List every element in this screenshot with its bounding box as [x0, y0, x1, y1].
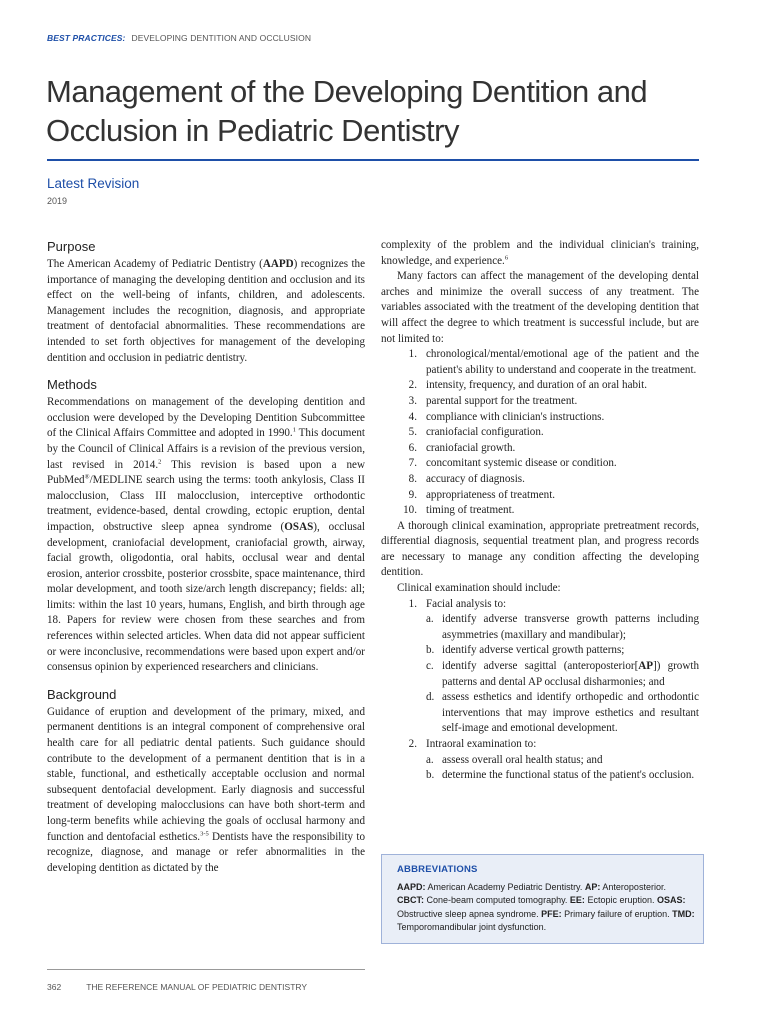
citation-1: 1	[292, 426, 296, 434]
sub-item	[426, 643, 699, 659]
running-header	[47, 33, 311, 43]
continued-paragraph	[381, 238, 699, 269]
sub-item	[426, 753, 699, 769]
left-column	[47, 238, 365, 876]
methods-text-2: This document by the Council of Clinical Affairs is a revision of the previous version, last revised in 2014.	[47, 427, 365, 471]
abbr-term: OSAS:	[656, 895, 686, 905]
list-text: appropriateness of treatment.	[426, 488, 556, 501]
list-text: timing of treatment.	[426, 504, 515, 517]
sub-letter: b.	[426, 769, 435, 782]
sub-letter: b.	[426, 644, 435, 657]
sub-letter: d.	[426, 691, 435, 704]
abbr-definition: Obstructive sleep apnea syndrome.	[397, 908, 542, 919]
background-text-2: Dentists have the responsibility to recognize, diagnose, and manage or refer abnormalities in the developing dentition as dictated by the	[47, 830, 365, 874]
page-footer	[47, 982, 307, 992]
factors-list	[381, 347, 699, 519]
abbr-term: TMD:	[672, 908, 695, 919]
sub-item	[426, 690, 699, 737]
abbr-definition: Ectopic eruption.	[584, 895, 657, 905]
list-number: 2.	[408, 379, 417, 392]
list-text: concomitant systemic disease or condition.	[426, 457, 617, 470]
exam-item-facial	[381, 597, 699, 737]
list-number: 8.	[408, 472, 417, 485]
abbreviations-text	[397, 881, 695, 935]
sub-letter: a.	[426, 613, 434, 626]
list-text: accuracy of diagnosis.	[426, 472, 525, 485]
list-text: chronological/mental/emotional age of the patient and the patient's ability to understand and cooperate in the treatment.	[426, 348, 699, 376]
sub-text: assess overall oral health status; and	[442, 753, 603, 766]
purpose-text-2: ) recognizes the importance of managing the developing dentition and occlusion and its effect on the well-being of infants, children, and adolescents. Management includes the recognition, diagnosis, and appropriate treatment of dentofacial abnormalities. These recommendations are intended to set forth objectives for management of the developing dentition and occlusion in pediatric dentistry.	[47, 258, 365, 364]
exam-item-label: Facial analysis to:	[426, 597, 507, 610]
revision-year: 2019	[47, 196, 68, 206]
sub-text: identify adverse transverse growth patterns including asymmetries (maxillary and mandibular);	[442, 613, 699, 641]
sub-letter: a.	[426, 753, 434, 766]
exam-list	[381, 597, 699, 784]
methods-paragraph	[47, 395, 365, 676]
exam-item-intraoral	[381, 737, 699, 784]
list-number: 3.	[408, 394, 417, 407]
page-title: Management of the Developing Dentition and Occlusion in Pediatric Dentistry	[46, 74, 648, 148]
list-item	[381, 503, 699, 519]
purpose-text-1: The American Academy of Pediatric Dentistry (	[47, 258, 263, 270]
methods-text-5: ), occlusal development, craniofacial development, craniofacial growth, airway, facial growth, oligodontia, oral habits, occlusal wear and dental erosion, anterior crossbite, posterior crossbite, space maintenance, third molar development, and tooth size/arch length discrepancy; fields: all; limits: within the last 10 years, humans, English, and birth through age 18. Papers for review were chosen from these searches and from references within selected articles. When data did not appear sufficient or were inconclusive, recommendations were based upon expert and/or consensus opinion by experienced researchers and clinicians.	[47, 520, 366, 674]
list-number: 10.	[403, 504, 417, 517]
sub-item	[426, 612, 699, 643]
abbr-term: EE:	[569, 895, 585, 905]
revision-title: Latest Revision	[47, 176, 140, 191]
list-item	[381, 441, 699, 457]
list-item	[381, 488, 699, 504]
exam-item-label: Intraoral examination to:	[426, 738, 537, 750]
list-item	[381, 394, 699, 410]
sub-item	[426, 768, 699, 784]
abbr-term: PFE:	[541, 908, 562, 919]
background-heading: Background	[47, 686, 117, 702]
exam-paragraph: A thorough clinical examination, appropriate pretreatment records, differential diagnosis, sequential treatment plan, and progress records are necessary to manage any condition affecting the developing dentition.	[381, 519, 699, 579]
intraoral-sublist	[426, 753, 699, 784]
registered-mark: ®	[84, 473, 90, 481]
list-text: intensity, frequency, and duration of an oral habit.	[426, 379, 647, 392]
methods-heading: Methods	[47, 377, 97, 393]
list-item	[381, 472, 699, 488]
list-number: 2.	[408, 738, 417, 750]
list-number: 5.	[408, 426, 417, 439]
list-item	[381, 410, 699, 426]
citation-6: 6	[504, 253, 509, 261]
sub-text: identify adverse sagittal (anteroposterior[	[442, 660, 639, 673]
purpose-abbr: AAPD	[262, 258, 294, 270]
facial-sublist	[426, 612, 699, 737]
exam-intro: Clinical examination should include:	[397, 582, 561, 595]
abbr-definition: Anteroposterior.	[600, 881, 666, 892]
list-item	[381, 456, 699, 472]
list-item	[381, 425, 699, 441]
methods-text-3: This revision is based upon a new PubMed	[47, 458, 365, 487]
right-column	[381, 238, 699, 784]
abbr-definition: Primary failure of eruption.	[561, 908, 673, 919]
page-number: 362	[47, 982, 62, 992]
list-text: parental support for the treatment.	[426, 394, 578, 407]
methods-text-4: /MEDLINE search using the terms: tooth ankylosis, Class II malocclusion, Class III malocclusion, interceptive orthodontic treatment, evidence-based, dental crowding, ectopic eruption, dental impaction, obstructive sleep apnea syndrome (	[47, 474, 365, 533]
abbr-term: AP:	[584, 881, 601, 892]
header-topic: DEVELOPING DENTITION AND OCCLUSION	[131, 33, 312, 43]
list-text: compliance with clinician's instructions.	[426, 410, 605, 423]
list-item	[381, 347, 699, 378]
abbreviations-box	[381, 854, 704, 944]
methods-abbr: OSAS	[284, 520, 314, 533]
sub-text: identify adverse vertical growth patterns;	[442, 644, 625, 657]
ap-abbr: AP	[638, 660, 654, 673]
sub-text: determine the functional status of the patient's occlusion.	[442, 769, 695, 782]
list-number: 1.	[408, 348, 417, 361]
footer-rule	[47, 969, 365, 970]
title-rule	[47, 159, 699, 161]
list-number: 7.	[408, 457, 417, 470]
citation-2: 2	[158, 457, 162, 465]
list-number: 6.	[408, 441, 417, 454]
background-paragraph	[47, 705, 365, 877]
background-text-1: Guidance of eruption and development of the primary, mixed, and permanent dentitions is an integral component of comprehensive oral health care for all pediatric dental patients. Such guidance should contribute to the development of a permanent dentition that is in a stable, functional, and esthetically acceptable occlusion and normal subsequent dentofacial development. Early diagnosis and successful treatment of developing malocclusions can have both short-term and long-term benefits while achieving the goals of occlusal harmony and function and dentofacial esthetics.	[47, 705, 365, 843]
list-number: 4.	[408, 410, 417, 423]
list-text: craniofacial growth.	[426, 441, 516, 454]
abbr-definition: Cone-beam computed tomography.	[424, 895, 570, 905]
purpose-paragraph	[47, 257, 365, 366]
sub-text: assess esthetics and identify orthopedic and orthodontic interventions that may improve esthetics and resultant self-image and emotional development.	[442, 691, 699, 735]
purpose-heading: Purpose	[47, 239, 96, 254]
list-item	[381, 378, 699, 394]
abbr-definition: Temporomandibular joint dysfunction.	[397, 922, 547, 932]
list-number: 1.	[408, 597, 417, 610]
sub-letter: c.	[426, 660, 434, 673]
citation-3-5: 3-5	[200, 829, 209, 837]
sub-text: ]) growth patterns and dental AP occlusal disharmonies; and	[442, 660, 699, 688]
abbr-definition: American Academy Pediatric Dentistry.	[425, 881, 585, 892]
abbreviations-title: ABBREVIATIONS	[397, 864, 478, 875]
abbr-term: AAPD:	[397, 881, 426, 892]
methods-text-1: Recommendations on management of the developing dentition and occlusion were developed by the Developing Dentition Subcommittee of the Clinical Affairs Committee and adopted in 1990.	[47, 396, 365, 440]
footer-text: THE REFERENCE MANUAL OF PEDIATRIC DENTISTRY	[86, 982, 308, 992]
continued-text: complexity of the problem and the individual clinician's training, knowledge, and experience.	[381, 239, 699, 267]
factors-intro: Many factors can affect the management of the developing dental arches and minimize the overall success of any treatment. The variables associated with the treatment of the developing dentition that will affect the degree to which treatment is successful include, but are not limited to:	[381, 270, 699, 345]
list-number: 9.	[408, 488, 417, 501]
abbr-term: CBCT:	[397, 895, 424, 905]
sub-item	[426, 659, 699, 690]
header-label: BEST PRACTICES:	[47, 33, 126, 43]
list-text: craniofacial configuration.	[426, 426, 544, 439]
